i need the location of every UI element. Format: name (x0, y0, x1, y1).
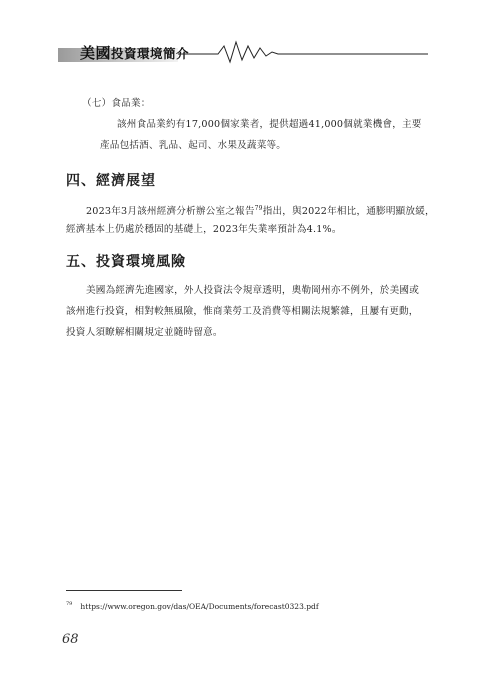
footnote-marker: 79 (66, 601, 73, 607)
footnote-url[interactable]: https://www.oregon.gov/das/OEA/Documents/forecast0323.pdf (80, 602, 319, 611)
section7-line2: 產品包括酒、乳品、起司、水果及蔬菜等。 (100, 140, 287, 151)
page-number: 68 (62, 632, 79, 647)
section4-line2: 經濟基本上仍處於穩固的基礎上，2023年失業率預計為4.1%。 (66, 224, 342, 235)
section4-line1 (86, 202, 435, 218)
section5-line2: 該州進行投資，相對較無風險，惟商業勞工及消費等相關法規繁雜，且屢有更動， (66, 306, 419, 317)
section5-heading: 五、投資環境風險 (66, 254, 186, 270)
footnote (66, 601, 319, 611)
section5-line3: 投資人須瞭解相關規定並隨時留意。 (66, 327, 223, 338)
section7-line1: 該州食品業約有17,000個家業者，提供超過41,000個就業機會，主要 (117, 119, 422, 130)
footnote-reference: 79 (254, 205, 263, 212)
header-title-sub: 投資環境簡介 (111, 46, 190, 61)
section4-line1-post: 指出，與2022年相比，通膨明顯放緩， (262, 206, 435, 218)
page-header (58, 36, 428, 66)
footnote-divider (66, 590, 182, 591)
section5-line1: 美國為經濟先進國家，外人投資法令規章透明，奧勒岡州亦不例外，於美國或 (86, 285, 419, 296)
section4-line1-pre: 2023年3月該州經濟分析辦公室之報告 (86, 206, 255, 218)
header-title-main: 美國 (80, 44, 112, 62)
header-wave-icon (178, 36, 428, 66)
section7-label: （七）食品業： (82, 98, 151, 109)
section4-heading: 四、經濟展望 (66, 173, 156, 189)
header-title (80, 42, 189, 63)
